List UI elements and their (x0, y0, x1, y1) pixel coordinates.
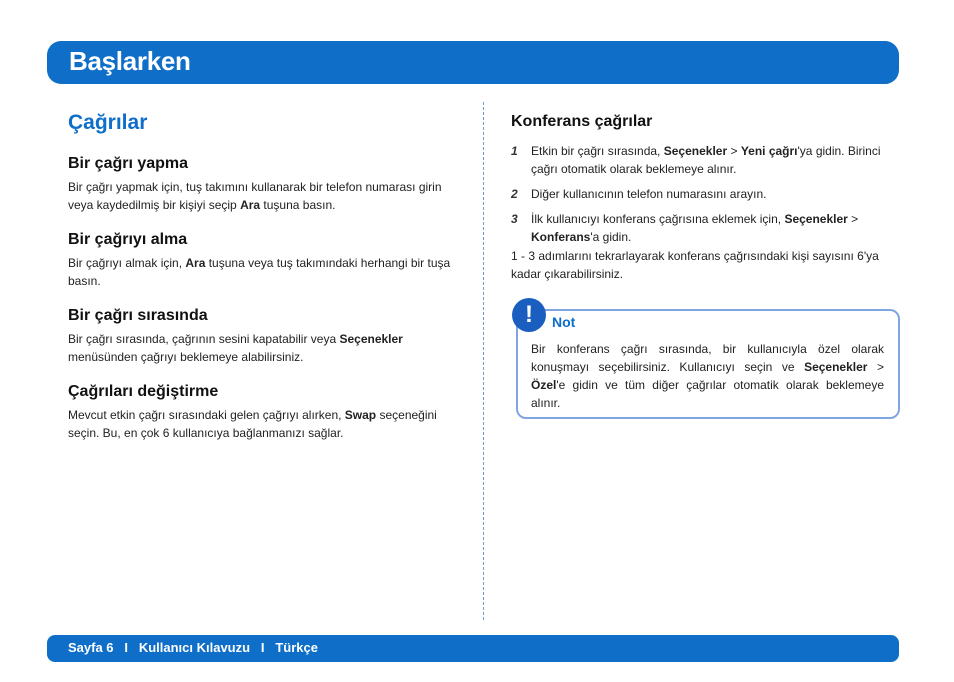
section-block-make-call (68, 155, 463, 214)
note-label: Not (552, 314, 576, 330)
step-2 (511, 185, 886, 203)
section-block-answer-call (68, 231, 463, 290)
block-title: Bir çağrı yapma (68, 155, 189, 172)
step-number: 3 (511, 212, 518, 226)
header-bar (47, 41, 899, 84)
note-text: Bir konferans çağrı sırasında, bir kullanıcıyla özel olarak konuşmayı seçebilirsiniz. Kullanıcıyı seçin ve Seçenekler > Özel'e gidin ve tüm diğer çağrılar otomatik olarak beklemeye alınır. (531, 342, 884, 410)
footer-text: Sayfa 6 I Kullanıcı Kılavuzu I Türkçe (68, 640, 318, 655)
block-title: Çağrıları değiştirme (68, 383, 219, 400)
step-number: 1 (511, 144, 518, 158)
repeat-steps-text: 1 - 3 adımlarını tekrarlayarak konferans çağrısındaki kişi sayısını 6'ya kadar çıkarabilirsiniz. (511, 249, 879, 281)
footer-bar (47, 635, 899, 662)
step-1 (511, 142, 886, 178)
exclamation-icon: ! (512, 298, 546, 332)
block-text: Bir çağrı yapmak için, tuş takımını kullanarak bir telefon numarası girin veya kaydedilmiş bir kişiyi seçip Ara tuşuna basın. (68, 180, 442, 212)
block-title: Bir çağrı sırasında (68, 307, 208, 324)
section-block-during-call (68, 307, 463, 366)
page-title: Başlarken (69, 46, 191, 76)
column-divider (483, 102, 484, 620)
step-text: Diğer kullanıcının telefon numarasını arayın. (531, 187, 767, 201)
section-block-switch-calls (68, 383, 463, 442)
block-text: Bir çağrıyı almak için, Ara tuşuna veya tuş takımındaki herhangi bir tuşa basın. (68, 256, 451, 288)
step-number: 2 (511, 187, 518, 201)
section-title: Çağrılar (68, 111, 148, 134)
block-title: Bir çağrıyı alma (68, 231, 188, 248)
step-text: Etkin bir çağrı sırasında, Seçenekler > Yeni çağrı'ya gidin. Birinci çağrı otomatik olarak beklemeye alınır. (531, 144, 881, 176)
conference-title: Konferans çağrılar (511, 113, 653, 130)
step-3 (511, 210, 886, 246)
block-text: Bir çağrı sırasında, çağrının sesini kapatabilir veya Seçenekler menüsünden çağrıyı beklemeye alabilirsiniz. (68, 332, 403, 364)
step-text: İlk kullanıcıyı konferans çağrısına eklemek için, Seçenekler > Konferans'a gidin. (531, 212, 859, 244)
block-text: Mevcut etkin çağrı sırasındaki gelen çağrıyı alırken, Swap seçeneğini seçin. Bu, en çok 6 kullanıcıya bağlanmanızı sağlar. (68, 408, 437, 440)
